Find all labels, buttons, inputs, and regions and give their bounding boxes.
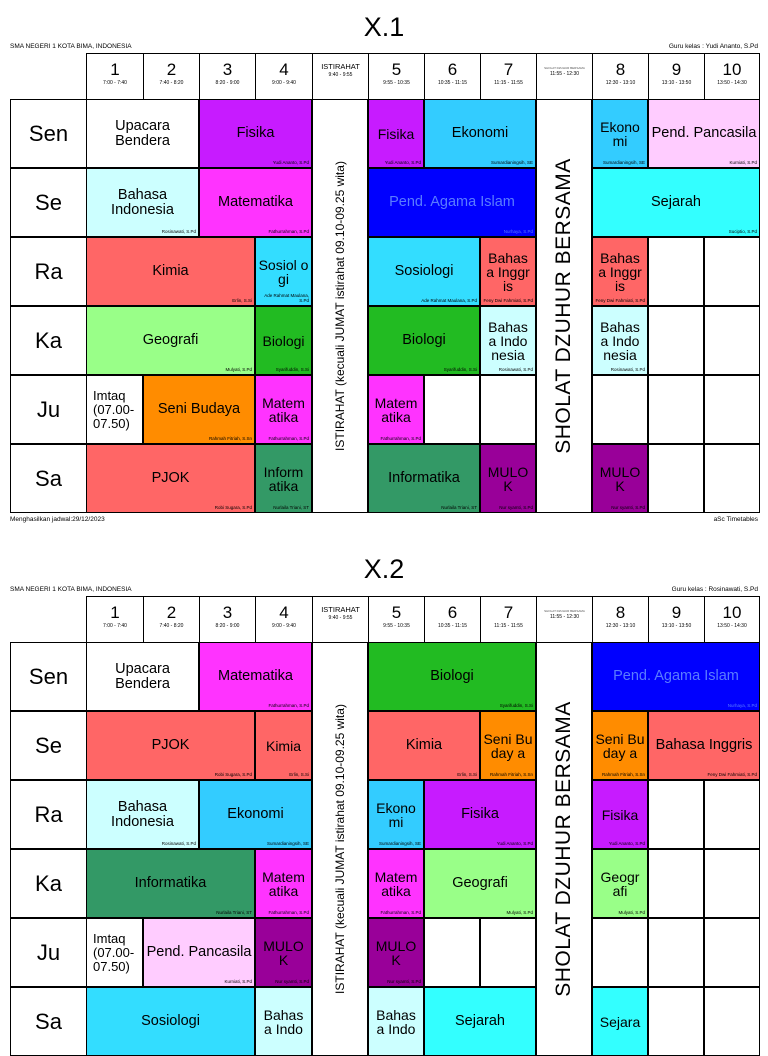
period-time: 7:00 - 7:40 [103, 80, 127, 86]
lesson-cell[interactable] [592, 780, 648, 849]
period-number: 1 [110, 60, 120, 79]
lesson-cell[interactable] [368, 306, 480, 375]
subject-name: MULO K [487, 463, 529, 494]
period-number: 8 [615, 603, 626, 622]
lesson-cell[interactable] [368, 918, 424, 987]
period-header [648, 596, 704, 642]
teacher-name: Syarifuddin, S.Si [499, 703, 533, 708]
lesson-cell[interactable] [86, 642, 199, 711]
teacher-name: Feny Dwi Fahmiati, S.Pd [707, 772, 757, 777]
lesson-cell[interactable] [255, 237, 312, 306]
empty-slot [648, 780, 704, 849]
subject-name: PJOK [151, 737, 190, 753]
period-number: SHOLAT DZUHUR BERSAMA [544, 609, 585, 613]
subject-name: Sosiologi [141, 1013, 200, 1029]
period-header [480, 596, 536, 642]
empty-slot [424, 375, 480, 444]
subject-name: Matematika [218, 194, 293, 210]
homeroom-teacher: Guru kelas : Rosinawati, S.Pd [671, 586, 758, 593]
subject-name: Bahasa Inggris [655, 737, 753, 753]
period-number: ISTIRAHAT [321, 62, 360, 71]
lesson-cell[interactable] [592, 306, 648, 375]
prayer-column [536, 642, 592, 1056]
subject-name: Sosiologi [394, 263, 454, 279]
subject-name: Bahasa Indonesia [111, 798, 174, 830]
lesson-cell[interactable] [255, 918, 312, 987]
lesson-cell[interactable] [143, 918, 255, 987]
subject-name: MULO K [599, 463, 641, 494]
subject-name: Bahas a Indo [376, 1006, 416, 1037]
empty-slot [648, 375, 704, 444]
subject-name: Biologi [430, 668, 474, 684]
lesson-cell[interactable] [368, 780, 424, 849]
lesson-cell[interactable] [199, 99, 312, 168]
prayer-column [536, 99, 592, 513]
teacher-name: Ade Rahmat Maulana, S.Pd [421, 298, 477, 303]
subject-name: Fisika [377, 125, 415, 142]
period-time: 10:35 - 11:15 [437, 623, 468, 629]
teacher-name: Sumardianingsih, SE [378, 841, 421, 846]
subject-name: Pend. Agama Islam [613, 668, 739, 684]
subject-name: Informatika [388, 470, 460, 486]
subject-name: Ekono mi [600, 118, 640, 149]
teacher-name: Fathurrahman, S.Pd [268, 910, 309, 915]
subject-name: Bahas a Inggr is [598, 249, 642, 294]
period-header [592, 596, 648, 642]
period-number: 7 [503, 60, 514, 79]
teacher-name: Nurhaya, S.Pd [503, 229, 533, 234]
day-label: Ra [10, 237, 86, 306]
empty-slot [592, 375, 648, 444]
lesson-cell[interactable] [255, 444, 312, 513]
teacher-name: Suciptio, S.Pd [728, 229, 757, 234]
period-time: 11:15 - 11:55 [494, 80, 523, 86]
subject-name: Pend. Agama Islam [389, 194, 515, 210]
lesson-cell[interactable] [255, 375, 312, 444]
empty-slot [704, 237, 760, 306]
period-number: 9 [671, 603, 682, 622]
subject-name: Seni Buday a [483, 730, 533, 761]
lesson-cell[interactable] [86, 711, 255, 780]
period-number: 6 [447, 603, 458, 622]
teacher-name: Fathurrahman, S.Pd [268, 703, 309, 708]
school-name: SMA NEGERI 1 KOTA BIMA, INDONESIA [10, 586, 132, 593]
period-time: 12:30 - 13:10 [605, 623, 636, 629]
lesson-cell[interactable] [86, 99, 199, 168]
homeroom-teacher: Guru kelas : Yudi Ananto, S.Pd [668, 43, 758, 50]
lesson-cell[interactable] [424, 987, 536, 1056]
teacher-name: Ade Rahmat Maulana, S.Pd [264, 293, 309, 303]
teacher-name: Rosinawati, S.Pd [498, 367, 533, 372]
subject-name: Seni Buday a [595, 730, 645, 761]
period-header [199, 596, 255, 642]
lesson-cell[interactable] [592, 711, 648, 780]
empty-slot [424, 918, 480, 987]
teacher-name: Mulyati, S.Pd [618, 910, 645, 915]
period-time: 10:35 - 11:15 [437, 80, 468, 86]
day-label: Ka [10, 306, 86, 375]
empty-slot [648, 849, 704, 918]
teacher-name: Nur syamti, S.Pd [387, 979, 421, 984]
lesson-cell[interactable] [86, 849, 255, 918]
lesson-cell[interactable] [255, 306, 312, 375]
period-time: 7:40 - 8:20 [159, 80, 184, 86]
day-label: Sen [10, 642, 86, 711]
teacher-name: Yudi Ananto, S.Pd [496, 841, 533, 846]
period-header [86, 596, 143, 642]
day-label: Sa [10, 987, 86, 1056]
period-header [480, 53, 536, 99]
lesson-cell[interactable] [199, 642, 312, 711]
lesson-cell[interactable] [199, 168, 312, 237]
period-header [648, 53, 704, 99]
lesson-cell[interactable] [86, 168, 199, 237]
subject-name: Matem atika [262, 868, 305, 899]
break-label: ISTIRAHAT (kecuali JUMAT istirahat 09.10-09.25 wita) [333, 161, 348, 451]
teacher-name: Fathurrahman, S.Pd [268, 436, 309, 441]
lesson-cell[interactable] [592, 849, 648, 918]
empty-slot [592, 918, 648, 987]
subject-name: Matem atika [374, 868, 418, 899]
day-label: Sen [10, 99, 86, 168]
lesson-cell[interactable] [648, 711, 760, 780]
subject-name: Fisika [601, 806, 639, 823]
lesson-cell[interactable] [86, 918, 143, 987]
period-number: ISTIRAHAT [321, 605, 360, 614]
lesson-cell[interactable] [592, 237, 648, 306]
period-number: 3 [222, 60, 233, 79]
generated-date: Menghasilkan jadwal:29/12/2023 [10, 516, 105, 523]
subject-name: Bahas a Inggr is [486, 249, 530, 294]
break-label: ISTIRAHAT (kecuali JUMAT istirahat 09.10-09.25 wita) [333, 704, 348, 994]
lesson-cell[interactable] [255, 711, 312, 780]
period-time: 9:00 - 9:40 [272, 80, 296, 86]
lesson-cell[interactable] [648, 99, 760, 168]
teacher-name: Robi Sugara, S.Pd [214, 505, 252, 510]
empty-slot [648, 987, 704, 1056]
teacher-name: Rahmah Fitriah, S.Sn [601, 772, 645, 777]
subject-name: Fisika [461, 806, 499, 822]
subject-name: Bahas a Indo nesia [488, 318, 528, 363]
break-column [312, 642, 368, 1056]
period-header [86, 53, 143, 99]
lesson-cell[interactable] [368, 444, 480, 513]
period-number: 3 [222, 603, 233, 622]
teacher-name: Kurniati, S.Pd [224, 979, 252, 984]
period-number: 10 [722, 60, 742, 79]
lesson-cell[interactable] [480, 444, 536, 513]
period-time: 7:00 - 7:40 [103, 623, 127, 629]
period-time: 13:10 - 13:50 [661, 623, 692, 629]
teacher-name: Fathurrahman, S.Pd [380, 436, 421, 441]
lesson-cell[interactable] [199, 780, 312, 849]
day-label: Ka [10, 849, 86, 918]
day-label: Sa [10, 444, 86, 513]
subject-name: Upacara Bendera [115, 117, 170, 149]
lesson-cell[interactable] [86, 306, 255, 375]
period-number: 5 [391, 60, 402, 79]
empty-slot [648, 444, 704, 513]
lesson-cell[interactable] [86, 375, 143, 444]
teacher-name: Mulyati, S.Pd [506, 910, 533, 915]
lesson-cell[interactable] [592, 444, 648, 513]
teacher-name: Sumardianingsih, SE [490, 160, 533, 165]
teacher-name: Nurlaila Triani, ST [441, 505, 477, 510]
teacher-name: Nur syamti, S.Pd [275, 979, 309, 984]
subject-name: Geogr afi [600, 868, 640, 899]
subject-name: Fisika [236, 125, 275, 141]
period-time: 11:55 - 12:30 [549, 71, 580, 77]
subject-name: Sejarah [455, 1013, 505, 1029]
grid-corner [10, 53, 86, 99]
teacher-name: Rosinawati, S.Pd [610, 367, 645, 372]
subject-name: Geografi [452, 875, 508, 891]
lesson-cell[interactable] [480, 711, 536, 780]
lesson-cell[interactable] [86, 987, 255, 1056]
teacher-name: Feny Dwi Fahmiati, S.Pd [483, 298, 533, 303]
teacher-name: Nur syamti, S.Pd [611, 505, 645, 510]
subject-name: Sejara [599, 1013, 641, 1030]
lesson-cell[interactable] [368, 711, 480, 780]
subject-name: MULO K [263, 937, 304, 968]
teacher-name: Yudi Ananto, S.Pd [608, 841, 645, 846]
teacher-name: Nurhaya, S.Pd [727, 703, 757, 708]
subject-name: Bahas a Indo nesia [600, 318, 640, 363]
footer-brand: aSc Timetables [713, 516, 758, 523]
subject-name: Ekono mi [376, 799, 416, 830]
teacher-name: Sumardianingsih, SE [602, 160, 645, 165]
lesson-cell[interactable] [368, 642, 536, 711]
empty-slot [480, 375, 536, 444]
period-number: 8 [615, 60, 626, 79]
subject-name: Geografi [142, 332, 199, 348]
teacher-name: Rahmah Fitriah, S.Sn [208, 436, 252, 441]
empty-slot [704, 375, 760, 444]
subject-name: Sejarah [651, 194, 701, 210]
empty-slot [704, 780, 760, 849]
period-header [312, 53, 368, 99]
teacher-name: Rosinawati, S.Pd [161, 841, 196, 846]
lesson-cell[interactable] [424, 99, 536, 168]
period-number: 4 [279, 603, 289, 622]
teacher-name: Rosinawati, S.Pd [161, 229, 196, 234]
subject-name: Seni Budaya [157, 401, 241, 417]
period-time: 9:40 - 9:55 [328, 615, 353, 621]
subject-name: PJOK [151, 470, 190, 486]
period-time: 9:40 - 9:55 [328, 72, 353, 78]
subject-name: Imtaq (07.00-07.50) [93, 930, 135, 974]
period-header [143, 596, 199, 642]
subject-name: Ekonomi [227, 806, 284, 822]
period-time: 9:55 - 10:35 [383, 80, 410, 86]
teacher-name: Robi Sugara, S.Pd [214, 772, 252, 777]
lesson-cell[interactable] [368, 849, 424, 918]
subject-name: Ekonomi [451, 125, 509, 141]
period-time: 11:55 - 12:30 [549, 614, 580, 620]
period-header [536, 596, 592, 642]
period-number: 2 [166, 603, 177, 622]
period-header [704, 53, 760, 99]
subject-name: Bahas a Indo [263, 1006, 304, 1037]
subject-name: Bahasa Indonesia [111, 186, 174, 218]
lesson-cell[interactable] [368, 375, 424, 444]
lesson-cell[interactable] [255, 849, 312, 918]
teacher-name: Yudi Ananto, S.Pd [384, 160, 421, 165]
lesson-cell[interactable] [424, 780, 536, 849]
lesson-cell[interactable] [86, 444, 255, 513]
subject-name: Inform atika [263, 463, 304, 494]
teacher-name: Fathurrahman, S.Pd [268, 229, 309, 234]
break-column [312, 99, 368, 513]
lesson-cell[interactable] [368, 99, 424, 168]
empty-slot [704, 444, 760, 513]
day-label: Ju [10, 375, 86, 444]
period-number: 2 [166, 60, 177, 79]
timetable-title: X.1 [363, 12, 405, 42]
lesson-cell[interactable] [255, 987, 312, 1056]
period-number: SHOLAT DZUHUR BERSAMA [544, 66, 585, 70]
subject-name: Matem atika [374, 394, 418, 425]
lesson-cell[interactable] [368, 237, 480, 306]
lesson-cell[interactable] [143, 375, 255, 444]
subject-name: Kimia [152, 263, 189, 279]
period-number: 4 [279, 60, 289, 79]
timetable-grid [10, 596, 758, 1036]
period-time: 7:40 - 8:20 [159, 623, 184, 629]
teacher-name: Kurniati, S.Pd [729, 160, 757, 165]
lesson-cell[interactable] [424, 849, 536, 918]
subject-name: Upacara Bendera [115, 660, 170, 692]
period-number: 1 [110, 603, 120, 622]
period-header [424, 53, 480, 99]
empty-slot [704, 306, 760, 375]
timetable-title: X.2 [363, 554, 405, 584]
day-label: Se [10, 711, 86, 780]
period-time: 13:50 - 14:30 [717, 80, 747, 86]
teacher-name: Nurlaila Triani, ST [273, 505, 309, 510]
period-header [592, 53, 648, 99]
empty-slot [648, 918, 704, 987]
empty-slot [704, 987, 760, 1056]
teacher-name: Fathurrahman, S.Pd [380, 910, 421, 915]
period-time: 9:55 - 10:35 [383, 623, 410, 629]
subject-name: Biologi [262, 332, 305, 349]
period-header [424, 596, 480, 642]
empty-slot [480, 918, 536, 987]
teacher-name: Syarifuddin, S.Si [443, 367, 477, 372]
teacher-name: Syarifuddin, S.Si [275, 367, 309, 372]
teacher-name: Sumardianingsih, SE [266, 841, 309, 846]
subject-name: Informatika [134, 875, 207, 891]
timetable-grid [10, 53, 758, 515]
subject-name: MULO K [375, 937, 417, 968]
subject-name: Biologi [402, 332, 446, 348]
subject-name: Pend. Pancasila [651, 125, 757, 141]
period-header [312, 596, 368, 642]
lesson-cell[interactable] [592, 642, 760, 711]
lesson-cell[interactable] [592, 99, 648, 168]
teacher-name: Feny Dwi Fahmiati, S.Pd [595, 298, 645, 303]
period-time: 12:30 - 13:10 [605, 80, 636, 86]
period-time: 13:50 - 14:30 [717, 623, 747, 629]
grid-corner [10, 596, 86, 642]
teacher-name: Nurlaila Triani, ST [216, 910, 252, 915]
period-time: 11:15 - 11:55 [494, 623, 523, 629]
lesson-cell[interactable] [480, 306, 536, 375]
period-header [143, 53, 199, 99]
teacher-name: Mulyati, S.Pd [225, 367, 252, 372]
subject-name: Imtaq (07.00-07.50) [93, 387, 135, 431]
period-header [255, 596, 312, 642]
period-number: 9 [671, 60, 682, 79]
subject-name: Pend. Pancasila [146, 944, 252, 960]
subject-name: Sosiol ogi [258, 256, 309, 287]
period-time: 8:20 - 9:00 [215, 80, 240, 86]
teacher-name: Nur syamti, S.Pd [499, 505, 533, 510]
prayer-label: SHOLAT DZUHUR BERSAMA [552, 158, 576, 454]
period-number: 7 [503, 603, 514, 622]
subject-name: Kimia [405, 737, 443, 753]
teacher-name: Erlin, S.Si [457, 772, 477, 777]
empty-slot [704, 849, 760, 918]
period-header [199, 53, 255, 99]
lesson-cell[interactable] [86, 237, 255, 306]
period-header [255, 53, 312, 99]
period-header [536, 53, 592, 99]
prayer-label: SHOLAT DZUHUR BERSAMA [552, 701, 576, 997]
period-number: 6 [447, 60, 458, 79]
empty-slot [648, 237, 704, 306]
empty-slot [648, 306, 704, 375]
period-header [368, 596, 424, 642]
teacher-name: Erlin, S.Si [232, 298, 252, 303]
period-time: 9:00 - 9:40 [272, 623, 296, 629]
period-number: 10 [722, 603, 742, 622]
subject-name: Kimia [265, 737, 301, 754]
period-time: 13:10 - 13:50 [661, 80, 692, 86]
lesson-cell[interactable] [368, 987, 424, 1056]
day-label: Ra [10, 780, 86, 849]
period-header [368, 53, 424, 99]
subject-name: Matem atika [262, 394, 305, 425]
teacher-name: Yudi Ananto, S.Pd [272, 160, 309, 165]
lesson-cell[interactable] [480, 237, 536, 306]
lesson-cell[interactable] [368, 168, 536, 237]
day-label: Ju [10, 918, 86, 987]
lesson-cell[interactable] [592, 987, 648, 1056]
teacher-name: Rahmah Fitriah, S.Sn [489, 772, 533, 777]
lesson-cell[interactable] [86, 780, 199, 849]
lesson-cell[interactable] [592, 168, 760, 237]
empty-slot [704, 918, 760, 987]
school-name: SMA NEGERI 1 KOTA BIMA, INDONESIA [10, 43, 132, 50]
period-number: 5 [391, 603, 402, 622]
period-time: 8:20 - 9:00 [215, 623, 240, 629]
subject-name: Matematika [218, 668, 293, 684]
period-header [704, 596, 760, 642]
teacher-name: Erlin, S.Si [289, 772, 309, 777]
day-label: Se [10, 168, 86, 237]
